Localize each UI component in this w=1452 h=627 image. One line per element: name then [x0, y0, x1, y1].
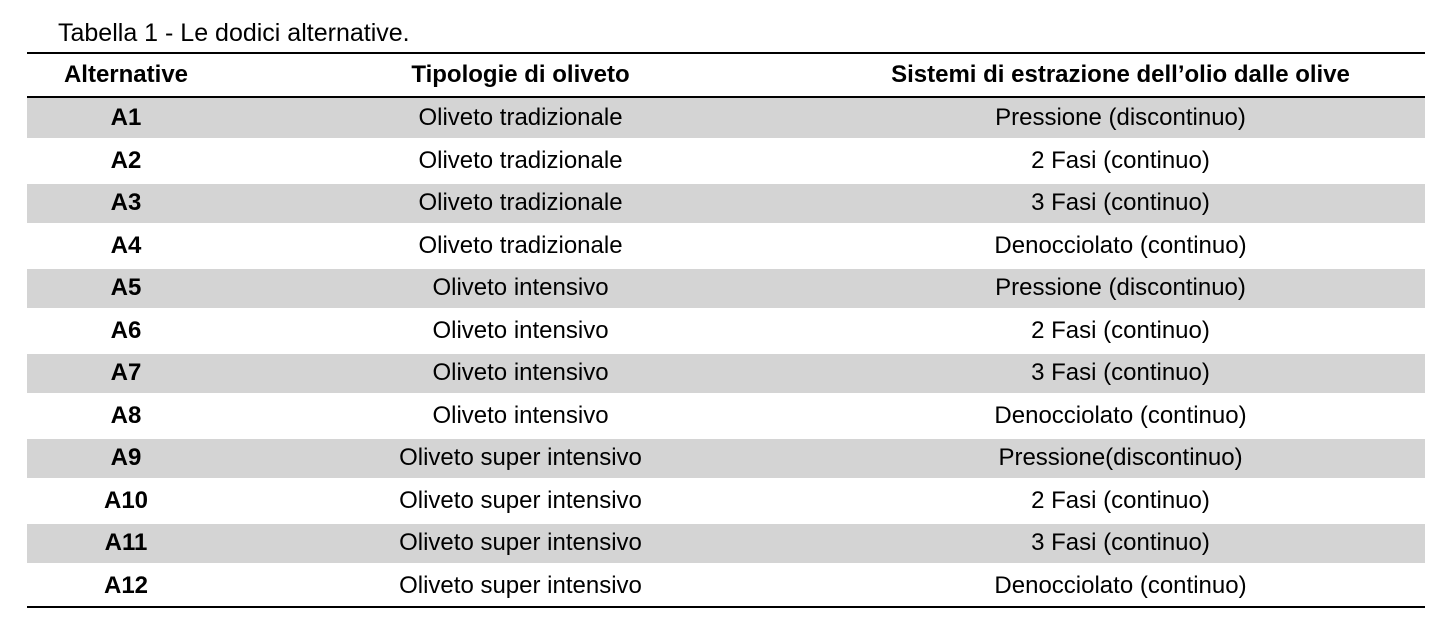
cell-extraction-system: 3 Fasi (continuo): [816, 522, 1425, 565]
cell-olive-grove-type: Oliveto super intensivo: [225, 565, 816, 608]
cell-olive-grove-type: Oliveto intensivo: [225, 395, 816, 438]
table-row: [27, 267, 1425, 310]
table-header-row: [27, 53, 1425, 97]
cell-extraction-system: 2 Fasi (continuo): [816, 480, 1425, 523]
alternatives-table: [27, 52, 1425, 608]
cell-extraction-system: Pressione (discontinuo): [816, 97, 1425, 140]
cell-extraction-system: 2 Fasi (continuo): [816, 140, 1425, 183]
cell-alternative: A9: [27, 437, 225, 480]
cell-alternative: A5: [27, 267, 225, 310]
cell-extraction-system: Denocciolato (continuo): [816, 565, 1425, 608]
cell-olive-grove-type: Oliveto tradizionale: [225, 182, 816, 225]
table-row: [27, 437, 1425, 480]
cell-alternative: A7: [27, 352, 225, 395]
cell-extraction-system: 3 Fasi (continuo): [816, 182, 1425, 225]
cell-olive-grove-type: Oliveto intensivo: [225, 310, 816, 353]
cell-extraction-system: Pressione(discontinuo): [816, 437, 1425, 480]
header-alternative: Alternative: [27, 53, 225, 97]
cell-extraction-system: 3 Fasi (continuo): [816, 352, 1425, 395]
cell-extraction-system: Denocciolato (continuo): [816, 395, 1425, 438]
cell-alternative: A6: [27, 310, 225, 353]
cell-olive-grove-type: Oliveto super intensivo: [225, 522, 816, 565]
header-extraction-system: Sistemi di estrazione dell’olio dalle olive: [816, 53, 1425, 97]
cell-alternative: A4: [27, 225, 225, 268]
table-row: [27, 565, 1425, 608]
cell-alternative: A2: [27, 140, 225, 183]
cell-olive-grove-type: Oliveto super intensivo: [225, 480, 816, 523]
cell-olive-grove-type: Oliveto intensivo: [225, 267, 816, 310]
table-row: [27, 395, 1425, 438]
table-row: [27, 522, 1425, 565]
cell-extraction-system: 2 Fasi (continuo): [816, 310, 1425, 353]
table-row: [27, 310, 1425, 353]
table-row: [27, 97, 1425, 140]
cell-alternative: A3: [27, 182, 225, 225]
table-row: [27, 140, 1425, 183]
header-olive-grove-type: Tipologie di oliveto: [225, 53, 816, 97]
cell-olive-grove-type: Oliveto intensivo: [225, 352, 816, 395]
cell-alternative: A8: [27, 395, 225, 438]
table-row: [27, 352, 1425, 395]
cell-alternative: A10: [27, 480, 225, 523]
cell-olive-grove-type: Oliveto super intensivo: [225, 437, 816, 480]
cell-olive-grove-type: Oliveto tradizionale: [225, 225, 816, 268]
cell-olive-grove-type: Oliveto tradizionale: [225, 140, 816, 183]
cell-alternative: A11: [27, 522, 225, 565]
cell-extraction-system: Pressione (discontinuo): [816, 267, 1425, 310]
cell-olive-grove-type: Oliveto tradizionale: [225, 97, 816, 140]
table-row: [27, 182, 1425, 225]
cell-alternative: A1: [27, 97, 225, 140]
table-caption: Tabella 1 - Le dodici alternative.: [58, 19, 410, 47]
table-row: [27, 480, 1425, 523]
cell-extraction-system: Denocciolato (continuo): [816, 225, 1425, 268]
table-row: [27, 225, 1425, 268]
cell-alternative: A12: [27, 565, 225, 608]
